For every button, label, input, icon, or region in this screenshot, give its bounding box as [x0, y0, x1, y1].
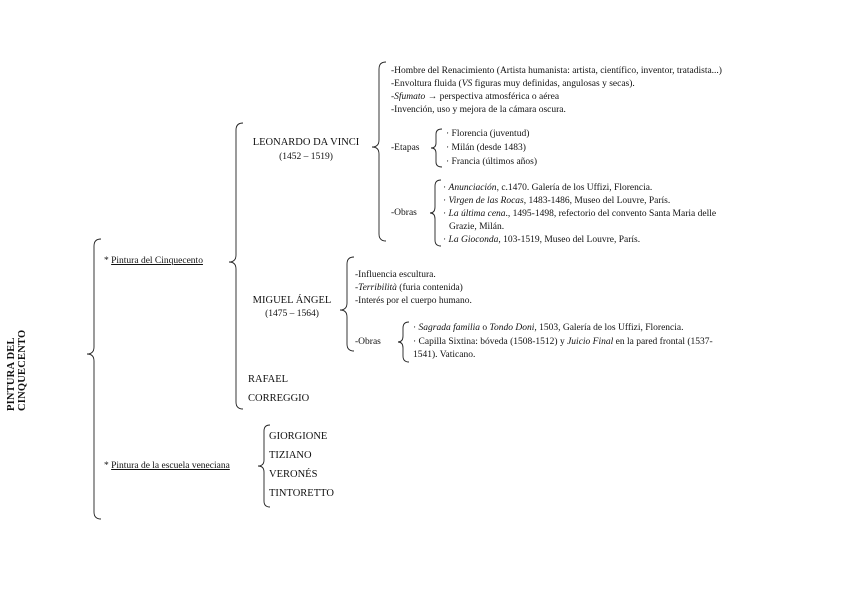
obra-item: · La última cena., 1495-1498, refectorio del convento Santa Maria delle — [443, 209, 717, 219]
miguel-obras-label: -Obras — [355, 337, 381, 347]
leonardo-trait: -Sfumato → perspectiva atmosférica o aérea — [391, 92, 560, 102]
leonardo-trait: -Envoltura fluida (VS figuras muy definidas, angulosas y secas). — [391, 79, 635, 89]
painter-veneciano: TIZIANO — [269, 450, 312, 461]
leonardo-etapas-label: -Etapas — [391, 143, 420, 153]
section-veneciana — [104, 460, 230, 472]
obra-item: · La Gioconda, 103-1519, Museo del Louvre, París. — [443, 235, 641, 245]
painter-veneciano: GIORGIONE — [269, 431, 328, 442]
miguel-trait: -Terribilità (furia contenida) — [355, 283, 463, 293]
section-cinquecento-label: Pintura del Cinquecento — [111, 256, 203, 266]
miguel-obra-item: · Capilla Sixtina: bóveda (1508-1512) y Juicio Final en la pared frontal (1537- — [413, 337, 713, 347]
leonardo-obras-label: -Obras — [391, 208, 417, 218]
obra-item: · Anunciación, c.1470. Galería de los Uffizi, Florencia. — [443, 183, 653, 193]
leonardo-trait: -Invención, uso y mejora de la cámara oscura. — [391, 105, 566, 115]
painter-veneciano: VERONÉS — [269, 469, 318, 480]
obra-item-continuation: Grazie, Milán. — [449, 222, 505, 232]
section-veneciana-label: Pintura de la escuela veneciana — [111, 461, 230, 471]
leonardo-name: LEONARDO DA VINCI — [252, 137, 360, 148]
miguel-dates: (1475 – 1564) — [265, 309, 319, 319]
etapa-item: · Francia (últimos años) — [446, 157, 538, 167]
leonardo-trait: -Hombre del Renacimiento (Artista humanista: artista, científico, inventor, tratadista...) — [391, 66, 722, 76]
painter-correggio: CORREGGIO — [248, 393, 310, 404]
painter-rafael: RAFAEL — [248, 374, 289, 385]
bullet: * — [104, 461, 109, 471]
leonardo-dates: (1452 – 1519) — [279, 152, 333, 162]
miguel-obra-item: · Sagrada familia o Tondo Doni, 1503, Galería de los Uffizi, Florencia. — [413, 323, 684, 333]
painter-veneciano: TINTORETTO — [269, 488, 334, 499]
etapa-item: · Milán (desde 1483) — [446, 143, 526, 153]
miguel-name: MIGUEL ÁNGEL — [252, 295, 332, 306]
etapa-item: · Florencia (juventud) — [446, 129, 530, 139]
root-title: PINTURA DEL CINQUECENTO — [6, 329, 28, 411]
bullet: * — [104, 256, 109, 266]
section-cinquecento — [104, 255, 203, 267]
obra-item: · Virgen de las Rocas, 1483-1486, Museo del Louvre, París. — [443, 196, 671, 206]
miguel-trait: -Influencia escultura. — [355, 270, 436, 280]
miguel-trait: -Interés por el cuerpo humano. — [355, 296, 472, 306]
miguel-obra-continuation: 1541). Vaticano. — [413, 350, 476, 360]
